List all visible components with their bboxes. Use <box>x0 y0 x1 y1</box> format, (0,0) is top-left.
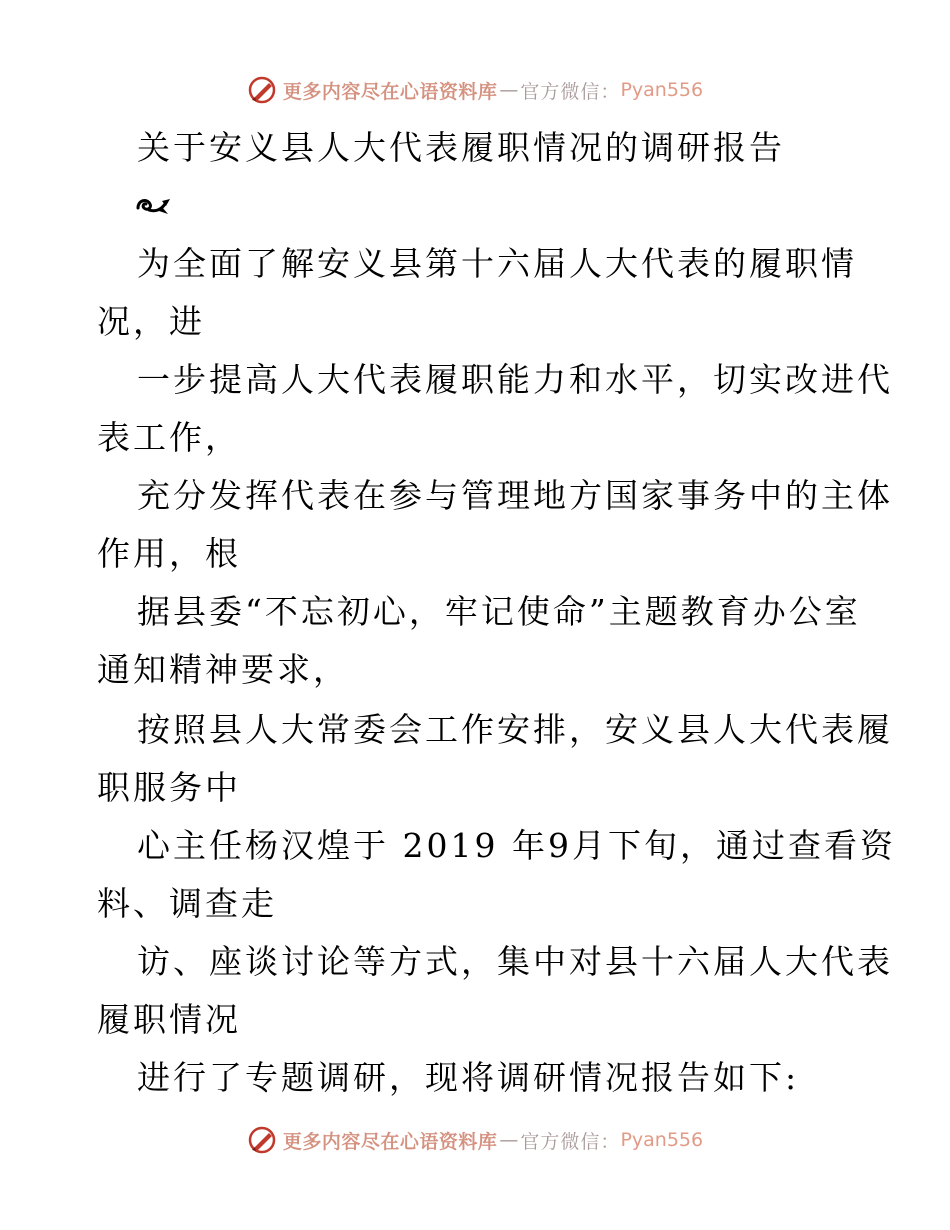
watermark-account: Pyan556 <box>620 79 704 101</box>
watermark-official-label: 官方微信： <box>520 80 621 103</box>
body-line-10: 职服务中 <box>97 768 241 807</box>
fleuron-ornament-icon <box>135 192 173 218</box>
body-line-12: 料、调查走 <box>97 884 277 923</box>
header-watermark <box>0 70 950 110</box>
body-line-5: 充分发挥代表在参与管理地方国家事务中的主体 <box>137 476 893 515</box>
body-line-13: 访、座谈讨论等方式，集中对县十六届人大代表 <box>137 942 893 981</box>
body-line-6: 作用，根 <box>97 534 241 573</box>
watermark-dash: — <box>499 79 519 101</box>
watermark-brand: 更多内容尽在心语资料库 <box>282 80 498 103</box>
document-title: 关于安义县人大代表履职情况的调研报告 <box>137 128 785 167</box>
watermark-dash: — <box>499 1129 519 1151</box>
pen-seal-icon <box>247 1125 277 1155</box>
pen-seal-icon <box>247 75 277 105</box>
body-line-2: 况，进 <box>97 302 205 341</box>
body-line-11: 心主任杨汉煌于 2019 年9月下旬，通过查看资 <box>137 826 896 865</box>
footer-watermark <box>0 1120 950 1160</box>
body-line-4: 表工作， <box>97 418 241 457</box>
body-line-14: 履职情况 <box>97 1000 241 1039</box>
body-line-8: 通知精神要求， <box>97 650 349 689</box>
body-line-15: 进行了专题调研，现将调研情况报告如下: <box>137 1058 800 1097</box>
watermark-account: Pyan556 <box>620 1129 704 1151</box>
body-line-9: 按照县人大常委会工作安排，安义县人大代表履 <box>137 710 893 749</box>
body-line-7: 据县委“不忘初心，牢记使命”主题教育办公室 <box>137 592 861 631</box>
body-line-1: 为全面了解安义县第十六届人大代表的履职情 <box>137 244 857 283</box>
watermark-official-label: 官方微信： <box>520 1130 621 1153</box>
body-line-3: 一步提高人大代表履职能力和水平，切实改进代 <box>137 360 893 399</box>
watermark-brand: 更多内容尽在心语资料库 <box>282 1130 498 1153</box>
